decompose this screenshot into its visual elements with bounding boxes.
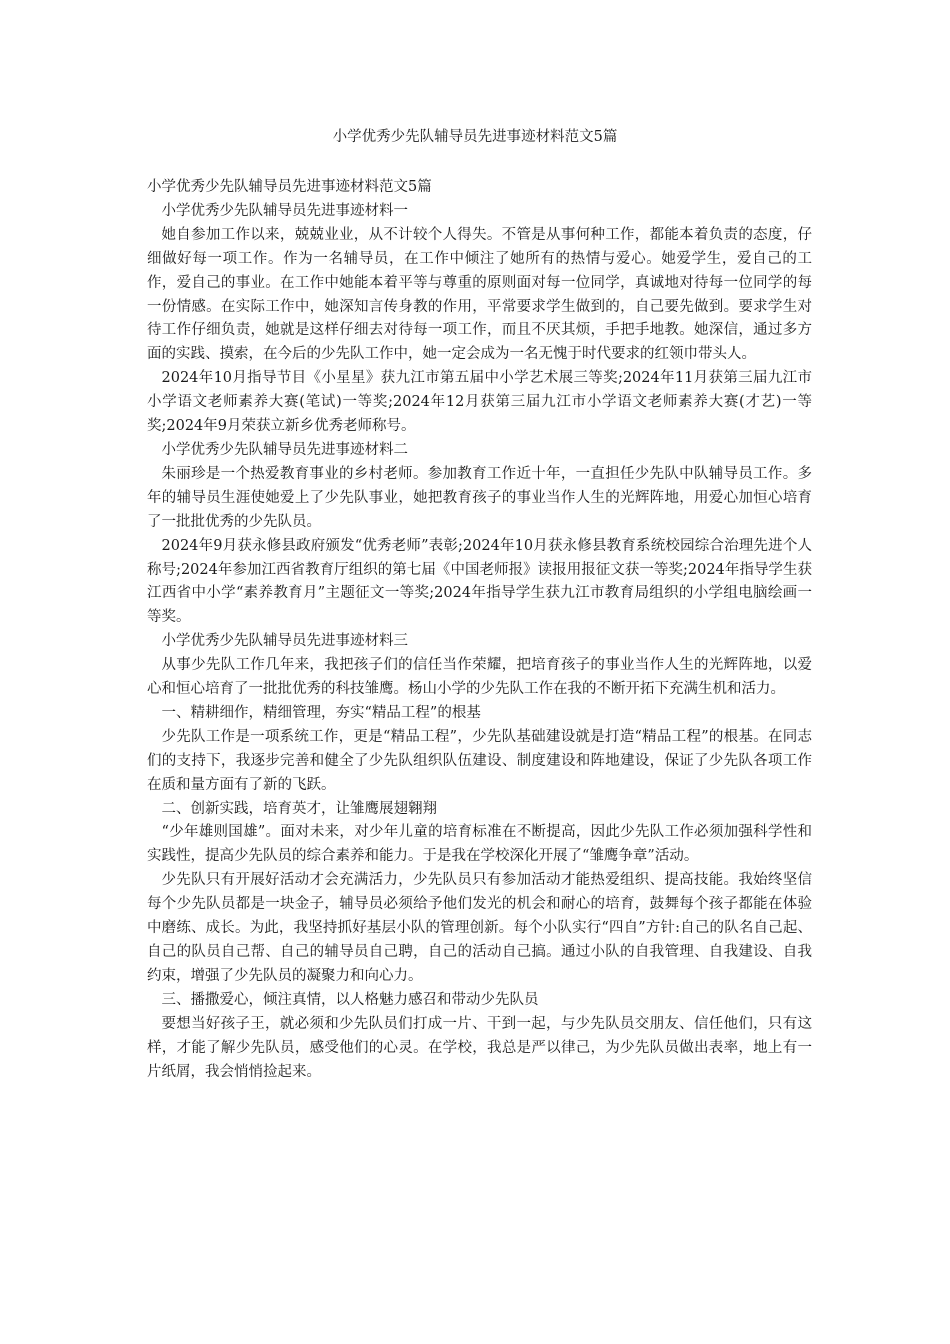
subheading: 二、创新实践，培育英才，让雏鹰展翅翱翔 bbox=[161, 800, 437, 817]
paragraph: 2024年9月获永修县政府颁发“优秀老师”表彰;2024年10月获永修县教育系统校园综合治理先进个人称号;2024年参加江西省教育厅组织的第七届《中国老师报》读报用报征文获一等奖;2024年指导学生获江西省中小学“素养教育月”主题征文一等奖;2024年指导学生获九江市教育局组织的小学组电脑绘画一等奖。 bbox=[147, 537, 812, 626]
section-heading-2: 小学优秀少先队辅导员先进事迹材料二 bbox=[161, 441, 408, 458]
subheading: 一、精耕细作，精细管理，夯实“精品工程”的根基 bbox=[161, 704, 481, 721]
paragraph: 朱丽珍是一个热爱教育事业的乡村老师。参加教育工作近十年，一直担任少先队中队辅导员工作。多年的辅导员生涯使她爱上了少先队事业，她把教育孩子的事业当作人生的光辉阵地，用爱心加恒心培育了一批批优秀的少先队员。 bbox=[147, 465, 812, 530]
document-body bbox=[147, 176, 812, 1084]
section-heading-3: 小学优秀少先队辅导员先进事迹材料三 bbox=[161, 633, 408, 650]
paragraph: “少年雄则国雄”。面对未来，对少年儿童的培育标准在不断提高，因此少先队工作必须加强科学性和实践性，提高少先队员的综合素养和能力。于是我在学校深化开展了“雏鹰争章”活动。 bbox=[147, 824, 812, 865]
paragraph: 从事少先队工作几年来，我把孩子们的信任当作荣耀，把培育孩子的事业当作人生的光辉阵地，以爱心和恒心培育了一批批优秀的科技雏鹰。杨山小学的少先队工作在我的不断开拓下充满生机和活力。 bbox=[147, 657, 812, 698]
subtitle: 小学优秀少先队辅导员先进事迹材料范文5篇 bbox=[147, 179, 432, 195]
paragraph: 她自参加工作以来，兢兢业业，从不计较个人得失。不管是从事何种工作，都能本着负责的态度，仔细做好每一项工作。作为一名辅导员，在工作中倾注了她所有的热情与爱心。她爱学生，爱自己的工作，爱自己的事业。在工作中她能本着平等与尊重的原则面对每一位同学，真诚地对待每一位同学的每一份情感。在实际工作中，她深知言传身教的作用，平常要求学生做到的，自己要先做到。要求学生对待工作仔细负责，她就是这样仔细去对待每一项工作，而且不厌其烦，手把手地教。她深信，通过多方面的实践、摸索，在今后的少先队工作中，她一定会成为一名无愧于时代要求的红领巾带头人。 bbox=[147, 226, 812, 363]
paragraph: 少先队只有开展好活动才会充满活力，少先队员只有参加活动才能热爱组织、提高技能。我始终坚信每个少先队员都是一块金子，辅导员必须给予他们发光的机会和耐心的培育，鼓舞每个孩子都能在体验中磨练、成长。为此，我坚持抓好基层小队的管理创新。每个小队实行“四自”方针:自己的队名自己起、自己的队员自己帮、自己的辅导员自己聘，自己的活动自己搞。通过小队的自我管理、自我建设、自我约束，增强了少先队员的凝聚力和向心力。 bbox=[147, 872, 812, 984]
paragraph: 2024年10月指导节目《小星星》获九江市第五届中小学艺术展三等奖;2024年11月获第三届九江市小学语文老师素养大赛(笔试)一等奖;2024年12月获第三届九江市小学语文老师素养大赛(才艺)一等奖;2024年9月荣获立新乡优秀老师称号。 bbox=[147, 370, 812, 435]
paragraph: 少先队工作是一项系统工作，更是“精品工程”，少先队基础建设就是打造“精品工程”的根基。在同志们的支持下，我逐步完善和健全了少先队组织队伍建设、制度建设和阵地建设，保证了少先队各项工作在质和量方面有了新的飞跃。 bbox=[147, 728, 812, 793]
document-title: 小学优秀少先队辅导员先进事迹材料范文5篇 bbox=[332, 129, 618, 145]
subheading: 三、播撒爱心，倾注真情，以人格魅力感召和带动少先队员 bbox=[161, 991, 539, 1008]
paragraph: 要想当好孩子王，就必须和少先队员们打成一片、干到一起，与少先队员交朋友、信任他们，只有这样，才能了解少先队员，感受他们的心灵。在学校，我总是严以律己，为少先队员做出表率，地上有一片纸屑，我会悄悄捡起来。 bbox=[147, 1015, 812, 1080]
section-heading-1: 小学优秀少先队辅导员先进事迹材料一 bbox=[161, 202, 408, 219]
